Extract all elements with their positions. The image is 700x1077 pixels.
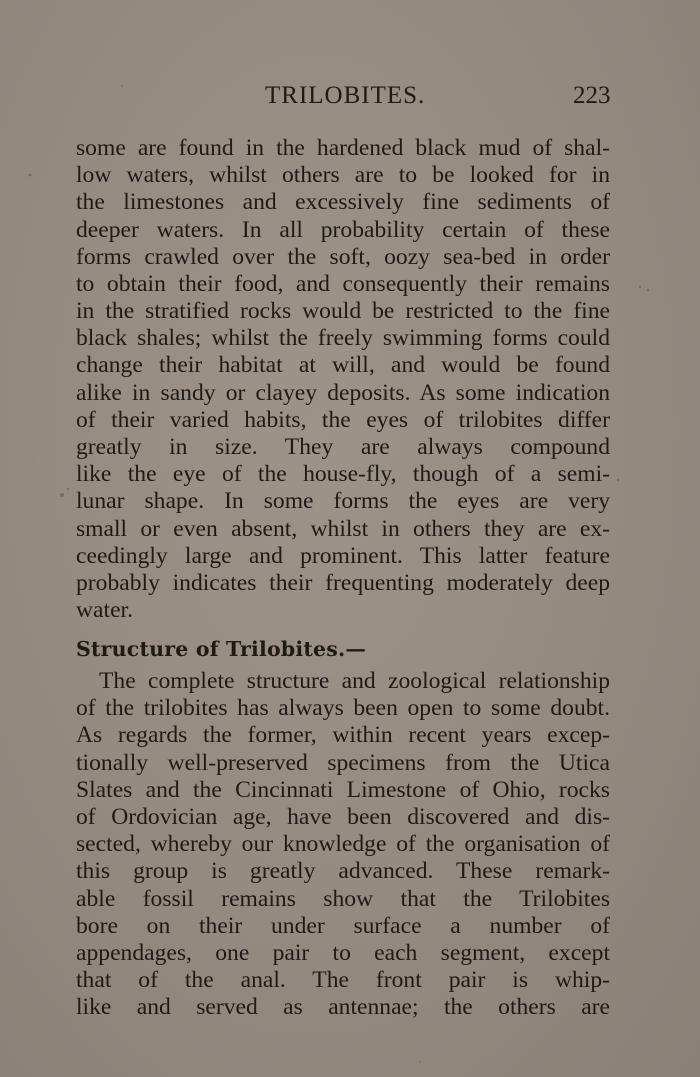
text-line: sected, whereby our knowledge of the organisation of (76, 831, 610, 857)
speck (639, 286, 641, 288)
page-number: 223 (573, 82, 611, 109)
text-line: alike in sandy or clayey deposits. As some indication (76, 380, 610, 406)
text-line: low waters, whilst others are to be looked for in (76, 162, 610, 188)
text-line: deeper waters. In all probability certain of these (76, 217, 610, 243)
text-line: able fossil remains show that the Trilobites (76, 886, 610, 912)
text-line: like and served as antennae; the others are (76, 994, 610, 1020)
text-line: tionally well-preserved specimens from the Utica (76, 750, 610, 776)
text-line: black shales; whilst the freely swimming forms could (76, 325, 610, 351)
speck (617, 479, 619, 481)
text-line: change their habitat at will, and would be found (76, 352, 610, 378)
text-line: to obtain their food, and consequently their remains (76, 271, 610, 297)
text-line: ceedingly large and prominent. This latter feature (76, 543, 610, 569)
text-line: some are found in the hardened black mud of shal- (76, 135, 610, 161)
text-line: small or even absent, whilst in others they are ex- (76, 516, 610, 542)
text-line: appendages, one pair to each segment, except (76, 940, 610, 966)
text-line: the limestones and excessively fine sediments of (76, 189, 610, 215)
speck (419, 1061, 421, 1063)
text-line: The complete structure and zoological relationship (99, 668, 610, 694)
text-line: in the stratified rocks would be restricted to the fine (76, 298, 610, 324)
speck (60, 493, 64, 497)
text-line: forms crawled over the soft, oozy sea-bed in order (76, 244, 610, 270)
section-heading: Structure of Trilobites.— (76, 637, 367, 661)
text-line: of Ordovician age, have been discovered and dis- (76, 804, 610, 830)
text-line: of the trilobites has always been open to some doubt. (76, 695, 610, 721)
text-line: bore on their under surface a number of (76, 913, 610, 939)
text-line: greatly in size. They are always compound (76, 434, 610, 460)
text-line: like the eye of the house-fly, though of a semi- (76, 461, 610, 487)
text-line: that of the anal. The front pair is whip- (76, 967, 610, 993)
speck (67, 488, 70, 491)
speck (29, 174, 32, 177)
text-line: Slates and the Cincinnati Limestone of Ohio, rocks (76, 777, 610, 803)
speck (647, 289, 649, 291)
page-header (0, 82, 700, 114)
text-line: of their varied habits, the eyes of trilobites differ (76, 407, 610, 433)
text-line: water. (76, 597, 133, 623)
text-line: this group is greatly advanced. These remark- (76, 858, 610, 884)
running-title: TRILOBITES. (265, 82, 426, 109)
text-line: probably indicates their frequenting moderately deep (76, 570, 610, 596)
text-line: As regards the former, within recent years excep- (76, 722, 610, 748)
text-line: lunar shape. In some forms the eyes are very (76, 488, 610, 514)
